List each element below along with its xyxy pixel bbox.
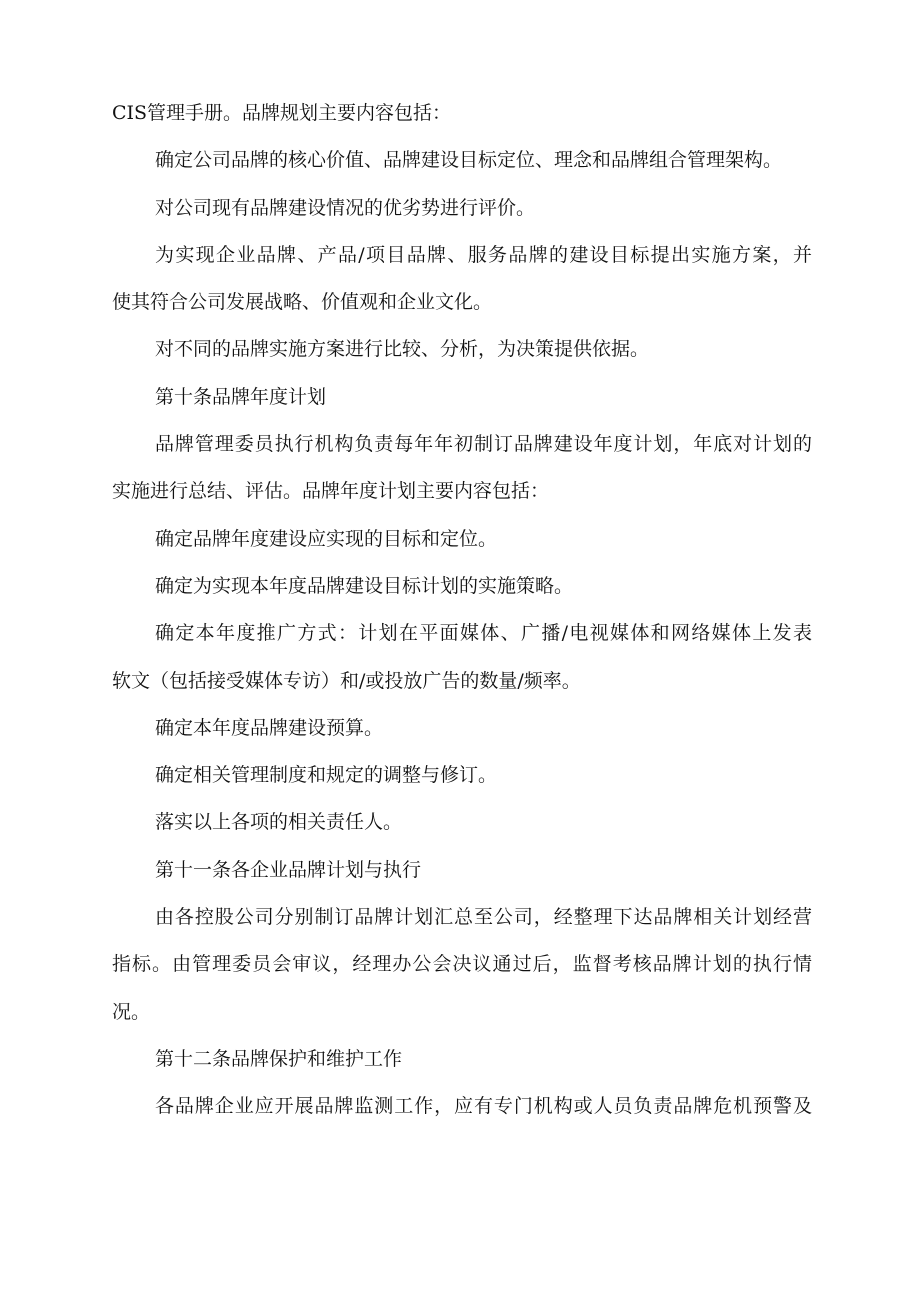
text-line: 确定本年度品牌建设预算。 (155, 716, 384, 739)
text-line: 对不同的品牌实施方案进行比较、分析，为决策提供依据。 (155, 338, 650, 361)
text-line: 为实现企业品牌、产品/项目品牌、服务品牌的建设目标提出实施方案，并 (155, 243, 812, 266)
text-line: 对公司现有品牌建设情况的优劣势进行评价。 (155, 196, 536, 219)
text-line: 各品牌企业应开展品牌监测工作，应有专门机构或人员负责品牌危机预警及 (155, 1095, 812, 1118)
section-heading: 第十二条品牌保护和维护工作 (155, 1047, 403, 1070)
text-line: 指标。由管理委员会审议，经理办公会决议通过后，监督考核品牌计划的执行情 (112, 953, 812, 976)
text-line: CIS管理手册。品牌规划主要内容包括： (112, 102, 452, 124)
text-line: 使其符合公司发展战略、价值观和企业文化。 (112, 291, 493, 314)
text-line: 由各控股公司分别制订品牌计划汇总至公司，经整理下达品牌相关计划经营 (155, 906, 812, 929)
text-line: 确定为实现本年度品牌建设目标计划的实施策略。 (155, 574, 574, 597)
text-line: 确定公司品牌的核心价值、品牌建设目标定位、理念和品牌组合管理架构。 (155, 149, 783, 172)
text-line: 况。 (112, 1000, 151, 1023)
text-line: 落实以上各项的相关责任人。 (155, 811, 403, 834)
text-line: 品牌管理委员执行机构负责每年年初制订品牌建设年度计划，年底对计划的 (155, 433, 812, 456)
text-line: 确定本年度推广方式：计划在平面媒体、广播/电视媒体和网络媒体上发表 (155, 622, 812, 645)
document-body (112, 90, 812, 1131)
section-heading: 第十一条各企业品牌计划与执行 (155, 858, 422, 881)
text-line: 实施进行总结、评估。品牌年度计划主要内容包括： (112, 480, 550, 503)
text-line: 软文（包括接受媒体专访）和/或投放广告的数量/频率。 (112, 669, 581, 692)
section-heading: 第十条品牌年度计划 (155, 385, 327, 408)
text-line: 确定相关管理制度和规定的调整与修订。 (155, 764, 498, 787)
text-line: 确定品牌年度建设应实现的目标和定位。 (155, 527, 498, 550)
